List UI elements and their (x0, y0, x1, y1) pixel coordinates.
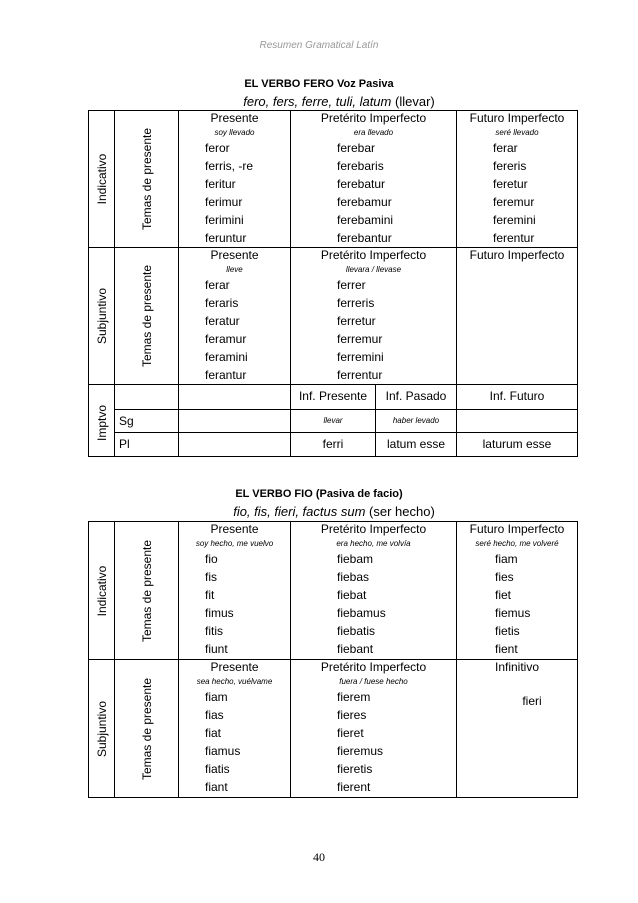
ind-present-column (179, 522, 291, 660)
form: fierem (337, 690, 371, 704)
form: ferebantur (337, 231, 392, 245)
form: feraris (205, 296, 239, 310)
form: ferimur (205, 195, 243, 209)
inf-future-value: laturum esse (457, 433, 578, 457)
blank-cell (179, 433, 291, 457)
form: fit (205, 588, 215, 602)
form: fieres (337, 708, 367, 722)
col-head: Infinitivo (494, 660, 540, 674)
stem-label: Temas de presente (115, 522, 179, 660)
col-gloss: era llevado (353, 128, 394, 137)
stem-label: Temas de presente (115, 111, 179, 248)
form: fierent (337, 780, 371, 794)
form: fieremus (337, 744, 384, 758)
form: ferreris (337, 296, 375, 310)
col-head: Futuro Imperfecto (469, 248, 565, 262)
inf-past-gloss: haber levado (376, 410, 457, 433)
col-head: Pretérito Imperfecto (320, 111, 427, 125)
form: feramur (205, 332, 247, 346)
form: ferebatur (337, 177, 386, 191)
col-gloss: llevara / llevase (345, 265, 402, 274)
blank-cell (115, 385, 179, 410)
form: feretur (493, 177, 528, 191)
subj-infinitive-column (457, 660, 578, 798)
singular-label: Sg (115, 410, 179, 433)
form: fiunt (205, 642, 228, 656)
mood-subjunctive: Subjuntivo (89, 660, 115, 798)
inf-present-value: ferri (291, 433, 376, 457)
ind-future-column (457, 111, 578, 248)
form: feramini (205, 350, 248, 364)
fio-conjugation-table (88, 521, 578, 798)
col-gloss: fuera / fuese hecho (339, 677, 408, 686)
inf-present-gloss: llevar (291, 410, 376, 433)
form: fiat (205, 726, 222, 740)
form: fiebas (337, 570, 370, 584)
col-head: Presente (210, 111, 259, 125)
col-head: Futuro Imperfecto (469, 522, 565, 536)
mood-imperative: Imptvo (89, 385, 115, 457)
form: fimus (205, 606, 234, 620)
form: fiebant (337, 642, 374, 656)
form: fies (495, 570, 514, 584)
col-head: Pretérito Imperfecto (320, 248, 427, 262)
infinitive-value: fieri (522, 694, 542, 708)
inf-present-head: Inf. Presente (291, 385, 376, 410)
form: fiemus (495, 606, 531, 620)
inf-past-value: latum esse (376, 433, 457, 457)
section2-principal-parts: fio, fis, fieri, factus sum (233, 504, 366, 519)
form: ferebamini (337, 213, 394, 227)
form: ferebar (337, 141, 376, 155)
form: fietis (495, 624, 520, 638)
ind-future-column (457, 522, 578, 660)
form: feratur (205, 314, 240, 328)
fero-conjugation-table (88, 110, 578, 457)
col-gloss: seré llevado (495, 128, 539, 137)
section1-title: EL VERBO FERO Voz Pasiva (244, 78, 394, 90)
form: feruntur (205, 231, 247, 245)
page-number: 40 (313, 850, 325, 864)
form: ferremini (337, 350, 384, 364)
form: ferremur (337, 332, 383, 346)
ind-imperfect-column (291, 522, 457, 660)
subj-present-column (179, 248, 291, 385)
form: ferar (493, 141, 518, 155)
form: fiet (495, 588, 512, 602)
inf-future-head: Inf. Futuro (457, 385, 578, 410)
blank-cell (179, 385, 291, 410)
form: feror (205, 141, 230, 155)
form: fio (205, 552, 218, 566)
running-header: Resumen Gramatical Latín (259, 40, 379, 51)
col-head: Presente (210, 522, 259, 536)
form: fiant (205, 780, 228, 794)
form: ferretur (337, 314, 376, 328)
form: fieret (337, 726, 364, 740)
col-gloss: soy hecho, me vuelvo (195, 539, 274, 548)
form: ferris, -re (205, 159, 253, 173)
col-gloss: seré hecho, me volveré (475, 539, 559, 548)
subj-imperfect-column (291, 248, 457, 385)
form: ferebamur (337, 195, 392, 209)
section1-meaning: (llevar) (395, 94, 435, 109)
col-head: Futuro Imperfecto (469, 111, 565, 125)
form: fiamus (205, 744, 241, 758)
form: fiatis (205, 762, 230, 776)
section2-title: EL VERBO FIO (Pasiva de facio) (235, 488, 403, 500)
section2-meaning: (ser hecho) (369, 504, 435, 519)
col-gloss: soy llevado (214, 128, 255, 137)
form: ferimini (205, 213, 244, 227)
subj-future-column (457, 248, 578, 385)
inf-past-head: Inf. Pasado (376, 385, 457, 410)
form: fient (495, 642, 518, 656)
form: ferentur (493, 231, 535, 245)
col-head: Pretérito Imperfecto (320, 522, 427, 536)
mood-indicative: Indicativo (89, 111, 115, 248)
form: ferrer (337, 278, 366, 292)
col-gloss: lleve (226, 265, 243, 274)
blank-cell (457, 410, 578, 433)
form: fieretis (337, 762, 373, 776)
blank-cell (179, 410, 291, 433)
col-head: Presente (210, 660, 259, 674)
form: ferrentur (337, 368, 383, 382)
section1-subtitle (0, 94, 638, 109)
stem-label: Temas de presente (115, 660, 179, 798)
form: feremur (493, 195, 535, 209)
form: fiebamus (337, 606, 386, 620)
col-head: Pretérito Imperfecto (320, 660, 427, 674)
form: fias (205, 708, 224, 722)
stem-label: Temas de presente (115, 248, 179, 385)
form: feritur (205, 177, 236, 191)
section1-principal-parts: fero, fers, ferre, tuli, latum (243, 94, 392, 109)
subj-imperfect-column (291, 660, 457, 798)
form: ferebaris (337, 159, 384, 173)
mood-subjunctive: Subjuntivo (89, 248, 115, 385)
form: fiebam (337, 552, 374, 566)
col-gloss: era hecho, me volvía (336, 539, 411, 548)
form: ferantur (205, 368, 247, 382)
mood-indicative: Indicativo (89, 522, 115, 660)
section2-subtitle (0, 504, 638, 519)
col-gloss: sea hecho, vuélvame (196, 677, 273, 686)
form: ferar (205, 278, 230, 292)
form: fiebatis (337, 624, 376, 638)
plural-label: Pl (115, 433, 179, 457)
subj-present-column (179, 660, 291, 798)
form: fiam (205, 690, 228, 704)
form: fereris (493, 159, 527, 173)
form: fis (205, 570, 217, 584)
form: fiebat (337, 588, 367, 602)
ind-present-column (179, 111, 291, 248)
ind-imperfect-column (291, 111, 457, 248)
form: fitis (205, 624, 223, 638)
form: feremini (493, 213, 536, 227)
form: fiam (495, 552, 518, 566)
col-head: Presente (210, 248, 259, 262)
